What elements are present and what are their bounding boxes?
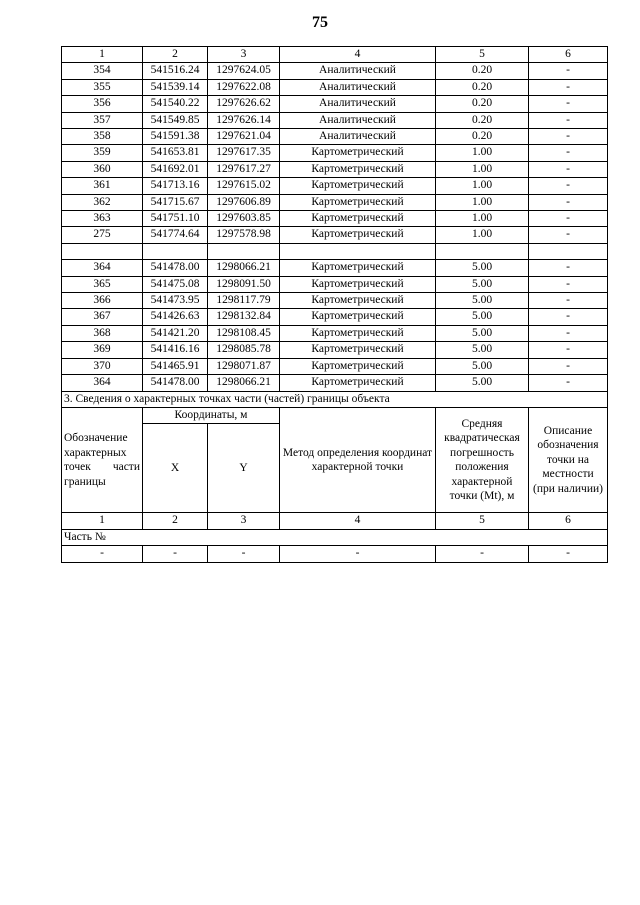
table-cell: 1298085.78	[208, 342, 280, 358]
table-row	[62, 79, 608, 95]
column-number-row	[62, 47, 608, 63]
table-cell: Картометрический	[280, 276, 436, 292]
table-cell: Картометрический	[280, 145, 436, 161]
table-cell: 541751.10	[143, 211, 208, 227]
coordinates-table-body	[62, 47, 608, 563]
table-row	[62, 342, 608, 358]
table-row	[62, 194, 608, 210]
section-column-number-row	[62, 513, 608, 529]
table-cell: Картометрический	[280, 325, 436, 341]
table-cell: -	[529, 161, 608, 177]
table-cell: 1.00	[436, 161, 529, 177]
table-cell: Картометрический	[280, 309, 436, 325]
table-cell: 361	[62, 178, 143, 194]
table-cell: -	[529, 309, 608, 325]
table-cell: -	[529, 112, 608, 128]
table-cell: 1.00	[436, 145, 529, 161]
table-cell: 541539.14	[143, 79, 208, 95]
part-label: Часть №	[62, 529, 608, 545]
table-cell: 1.00	[436, 178, 529, 194]
table-cell: 1.00	[436, 227, 529, 243]
table-row	[62, 375, 608, 391]
table-row	[62, 96, 608, 112]
blank-cell	[62, 243, 143, 259]
table-row	[62, 227, 608, 243]
table-cell: 1297615.02	[208, 178, 280, 194]
table-cell: 360	[62, 161, 143, 177]
column-number-cell: 6	[529, 47, 608, 63]
table-cell: 1298066.21	[208, 375, 280, 391]
table-cell: -	[280, 546, 436, 562]
table-cell: -	[208, 546, 280, 562]
table-cell: 1.00	[436, 211, 529, 227]
table-cell: 1297621.04	[208, 129, 280, 145]
column-number-cell: 2	[143, 513, 208, 529]
table-cell: -	[529, 276, 608, 292]
table-cell: 366	[62, 293, 143, 309]
table-cell: -	[529, 358, 608, 374]
table-cell: 541421.20	[143, 325, 208, 341]
table-cell: Аналитический	[280, 129, 436, 145]
blank-cell	[436, 243, 529, 259]
column-number-cell: 5	[436, 513, 529, 529]
column-number-cell: 5	[436, 47, 529, 63]
blank-cell	[280, 243, 436, 259]
section-title: 3. Сведения о характерных точках части (частей) границы объекта	[62, 391, 608, 407]
table-row	[62, 161, 608, 177]
table-cell: Картометрический	[280, 260, 436, 276]
empty-data-row	[62, 546, 608, 562]
table-cell: 358	[62, 129, 143, 145]
table-cell: Картометрический	[280, 358, 436, 374]
table-cell: Картометрический	[280, 375, 436, 391]
header-x: X	[143, 424, 208, 513]
table-cell: 1.00	[436, 194, 529, 210]
table-row	[62, 358, 608, 374]
table-cell: 364	[62, 375, 143, 391]
table-cell: 1297624.05	[208, 63, 280, 79]
section-title-row	[62, 391, 608, 407]
table-cell: Картометрический	[280, 194, 436, 210]
table-cell: 541591.38	[143, 129, 208, 145]
table-cell: -	[529, 129, 608, 145]
table-cell: 1298132.84	[208, 309, 280, 325]
table-cell: 541478.00	[143, 375, 208, 391]
table-cell: 1297626.62	[208, 96, 280, 112]
table-cell: Аналитический	[280, 63, 436, 79]
table-row	[62, 293, 608, 309]
table-cell: 541653.81	[143, 145, 208, 161]
table-cell: 541549.85	[143, 112, 208, 128]
header-point-designation: Обозначение характерных точек части границы	[62, 407, 143, 512]
table-cell: 359	[62, 145, 143, 161]
table-cell: 541426.63	[143, 309, 208, 325]
table-cell: Картометрический	[280, 227, 436, 243]
table-row	[62, 112, 608, 128]
table-row	[62, 145, 608, 161]
blank-cell	[529, 243, 608, 259]
table-cell: 1297622.08	[208, 79, 280, 95]
table-cell: 5.00	[436, 342, 529, 358]
table-cell: -	[529, 145, 608, 161]
table-row	[62, 260, 608, 276]
table-cell: 5.00	[436, 293, 529, 309]
table-cell: 1298071.87	[208, 358, 280, 374]
table-cell: 1298108.45	[208, 325, 280, 341]
column-number-cell: 4	[280, 47, 436, 63]
table-row	[62, 309, 608, 325]
table-cell: 541475.08	[143, 276, 208, 292]
table-cell: -	[529, 342, 608, 358]
table-cell: 0.20	[436, 63, 529, 79]
table-cell: 1297626.14	[208, 112, 280, 128]
table-cell: Картометрический	[280, 293, 436, 309]
table-cell: Картометрический	[280, 161, 436, 177]
blank-separator-row	[62, 243, 608, 259]
column-number-cell: 1	[62, 513, 143, 529]
table-cell: -	[529, 325, 608, 341]
table-cell: 5.00	[436, 309, 529, 325]
table-cell: 362	[62, 194, 143, 210]
table-cell: -	[529, 260, 608, 276]
blank-cell	[208, 243, 280, 259]
table-cell: -	[529, 293, 608, 309]
table-cell: 1297578.98	[208, 227, 280, 243]
table-cell: 541774.64	[143, 227, 208, 243]
table-cell: -	[529, 63, 608, 79]
table-cell: 5.00	[436, 276, 529, 292]
table-cell: 1297603.85	[208, 211, 280, 227]
table-row	[62, 63, 608, 79]
table-cell: 275	[62, 227, 143, 243]
table-cell: 355	[62, 79, 143, 95]
table-cell: 541478.00	[143, 260, 208, 276]
table-cell: 368	[62, 325, 143, 341]
table-cell: 0.20	[436, 79, 529, 95]
header-coordinates: Координаты, м	[143, 407, 280, 423]
table-cell: -	[529, 178, 608, 194]
table-cell: Аналитический	[280, 96, 436, 112]
table-row	[62, 129, 608, 145]
table-cell: 1297606.89	[208, 194, 280, 210]
table-cell: 5.00	[436, 375, 529, 391]
table-cell: 356	[62, 96, 143, 112]
table-cell: 370	[62, 358, 143, 374]
table-cell: 1298066.21	[208, 260, 280, 276]
section-header-row	[62, 407, 608, 423]
table-cell: 357	[62, 112, 143, 128]
column-number-cell: 2	[143, 47, 208, 63]
table-cell: 541416.16	[143, 342, 208, 358]
column-number-cell: 6	[529, 513, 608, 529]
table-cell: -	[529, 194, 608, 210]
table-cell: 541465.91	[143, 358, 208, 374]
page-number: 75	[312, 14, 328, 31]
table-cell: 5.00	[436, 260, 529, 276]
blank-cell	[143, 243, 208, 259]
table-row	[62, 325, 608, 341]
table-cell: Аналитический	[280, 79, 436, 95]
table-row	[62, 211, 608, 227]
table-cell: 541473.95	[143, 293, 208, 309]
table-row	[62, 178, 608, 194]
table-cell: -	[529, 227, 608, 243]
table-cell: -	[529, 546, 608, 562]
table-cell: Картометрический	[280, 178, 436, 194]
table-cell: -	[529, 211, 608, 227]
table-cell: 1298091.50	[208, 276, 280, 292]
table-cell: -	[529, 96, 608, 112]
table-cell: 354	[62, 63, 143, 79]
column-number-cell: 1	[62, 47, 143, 63]
table-cell: 0.20	[436, 112, 529, 128]
table-cell: 5.00	[436, 358, 529, 374]
header-y: Y	[208, 424, 280, 513]
coordinates-table	[61, 46, 608, 563]
header-description: Описание обозначения точки на местности (при наличии)	[529, 407, 608, 512]
table-cell: 541715.67	[143, 194, 208, 210]
table-cell: 541516.24	[143, 63, 208, 79]
column-number-cell: 4	[280, 513, 436, 529]
table-cell: 0.20	[436, 129, 529, 145]
table-cell: 5.00	[436, 325, 529, 341]
header-method: Метод определения координат характерной точки	[280, 407, 436, 512]
table-cell: Аналитический	[280, 112, 436, 128]
table-cell: 541692.01	[143, 161, 208, 177]
table-cell: -	[436, 546, 529, 562]
table-cell: 541540.22	[143, 96, 208, 112]
column-number-cell: 3	[208, 47, 280, 63]
table-cell: -	[62, 546, 143, 562]
table-cell: Картометрический	[280, 342, 436, 358]
part-label-row	[62, 529, 608, 545]
table-cell: -	[529, 375, 608, 391]
table-cell: 541713.16	[143, 178, 208, 194]
table-cell: 363	[62, 211, 143, 227]
table-cell: 364	[62, 260, 143, 276]
header-error: Средняя квадратическая погрешность положения характерной точки (Mt), м	[436, 407, 529, 512]
table-cell: 369	[62, 342, 143, 358]
column-number-cell: 3	[208, 513, 280, 529]
table-cell: 1297617.35	[208, 145, 280, 161]
table-cell: -	[143, 546, 208, 562]
table-cell: 367	[62, 309, 143, 325]
table-cell: 0.20	[436, 96, 529, 112]
table-row	[62, 276, 608, 292]
table-cell: 1297617.27	[208, 161, 280, 177]
table-cell: 1298117.79	[208, 293, 280, 309]
table-cell: -	[529, 79, 608, 95]
table-cell: 365	[62, 276, 143, 292]
table-cell: Картометрический	[280, 211, 436, 227]
